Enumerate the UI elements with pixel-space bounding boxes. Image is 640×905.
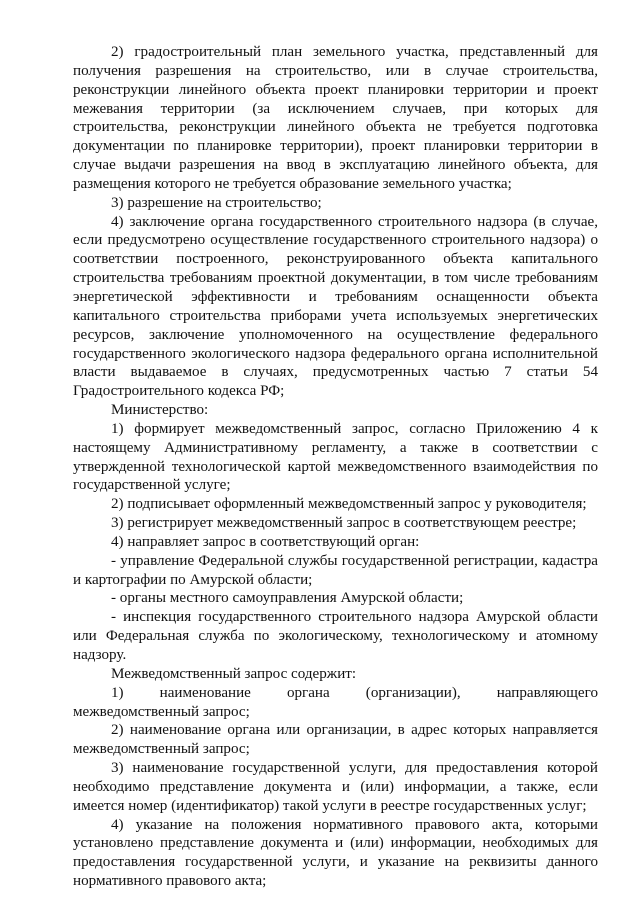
paragraph-ministry-step-3: 3) регистрирует межведомственный запрос в соответствующем реестре; bbox=[111, 515, 577, 532]
paragraph-ministry-heading: Министерство: bbox=[111, 402, 209, 419]
paragraph-recipient-local-government: - органы местного самоуправления Амурской области; bbox=[111, 590, 464, 607]
paragraph-recipient-rosreestr: - управление Федеральной службы государственной регистрации, кадастра и картографии по Амурской области; bbox=[73, 552, 598, 588]
paragraph-request-contents-heading: Межведомственный запрос содержит: bbox=[111, 665, 357, 682]
paragraph-recipient-inspection: - инспекция государственного строительного надзора Амурской области или Федеральная служба по экологическому, технологическому и атомному надзору. bbox=[73, 609, 598, 663]
paragraph-request-content-1: 1) наименование органа (организации), направляющего межведомственный запрос; bbox=[73, 684, 598, 720]
paragraph-request-content-2: 2) наименование органа или организации, в адрес которых направляется межведомственный запрос; bbox=[73, 722, 598, 758]
paragraph-item-3-permit: 3) разрешение на строительство; bbox=[111, 194, 322, 211]
paragraph-item-4-conclusion: 4) заключение органа государственного строительного надзора (в случае, если предусмотрено осуществление государственного строительного надзора) о соответствии построенного, реконструированного объекта капитального строительства требованиям проектной документации, в том числе требованиям энергетической эффективности и требованиям оснащенности объекта капитального строительства приборами учета используемых энергетических ресурсов, заключение уполномоченного на осуществление федерального государственного экологического надзора федерального органа исполнительной власти выдаваемое в случаях, предусмотренных частью 7 статьи 54 Градостроительного кодекса РФ; bbox=[73, 213, 598, 400]
paragraph-request-content-4: 4) указание на положения нормативного правового акта, которыми установлено представление документа и (или) информации, необходимых для предоставления государственной услуги, и указание на реквизиты данного нормативного правового акта; bbox=[73, 816, 598, 890]
paragraph-request-content-3: 3) наименование государственной услуги, для предоставления которой необходимо представление документа и (или) информации, а также, если имеется номер (идентификатор) такой услуги в реестре государственных услуг; bbox=[73, 760, 598, 814]
paragraph-ministry-step-4: 4) направляет запрос в соответствующий орган: bbox=[111, 533, 420, 550]
paragraph-ministry-step-2: 2) подписывает оформленный межведомственный запрос у руководителя; bbox=[111, 496, 587, 513]
paragraph-ministry-step-1: 1) формирует межведомственный запрос, согласно Приложению 4 к настоящему Административному регламенту, а также в соответствии с утвержденной технологической картой межведомственного взаимодействия по государственной услуге; bbox=[73, 420, 598, 494]
paragraph-item-2-gradplan: 2) градостроительный план земельного участка, представленный для получения разрешения на строительство, или в случае строительства, реконструкции линейного объекта проект планировки территории и проект межевания территории (за исключением случаев, при которых для строительства, реконструкции линейного объекта не требуется подготовка документации по планировке территории), проект планировки территории в случае выдачи разрешения на ввод в эксплуатацию линейного объекта, для размещения которого не требуется образование земельного участка; bbox=[73, 44, 598, 192]
